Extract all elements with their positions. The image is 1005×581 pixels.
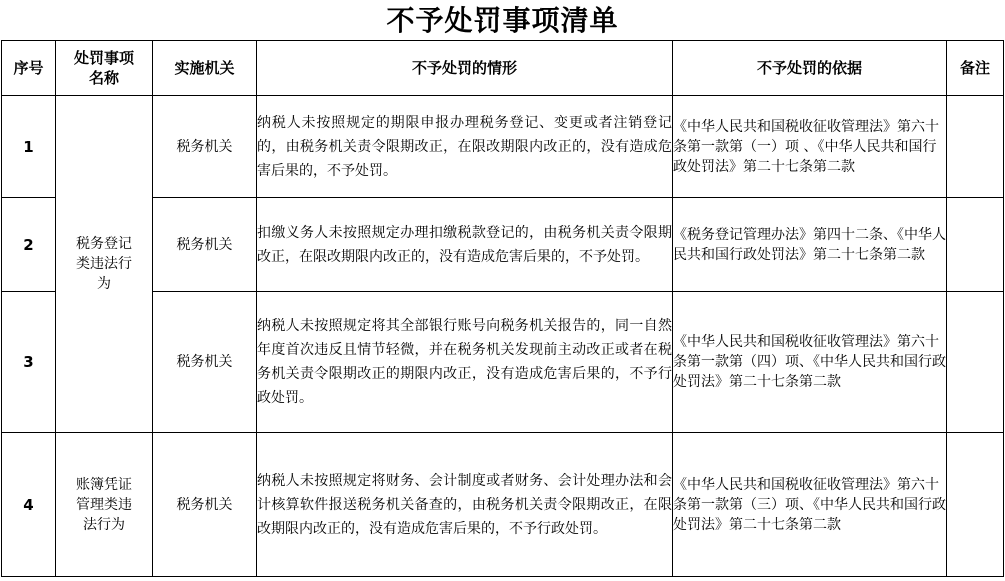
remark-cell [947,198,1004,292]
row-index: 2 [2,198,56,292]
header-remark: 备注 [947,41,1004,96]
header-situation: 不予处罚的情形 [257,41,673,96]
agency-cell: 税务机关 [153,96,257,198]
basis-cell: 《中华人民共和国税收征收管理法》第六十条第一款第（三）项、《中华人民共和国行政处罚法》第二十七条第二款 [673,433,947,577]
row-index: 4 [2,433,56,577]
table-row [2,96,1004,198]
penalty-exemption-table [1,40,1004,577]
row-index: 3 [2,292,56,433]
situation-cell: 纳税人未按照规定将其全部银行账号向税务机关报告的，同一自然年度首次违反且情节轻微，并在税务机关发现前主动改正或者在税务机关责令限期改正的期限内改正，没有造成危害后果的，不予行政处罚。 [257,292,673,433]
remark-cell [947,292,1004,433]
basis-cell: 《中华人民共和国税收征收管理法》第六十条第一款第（一）项 、《中华人民共和国行政处罚法》第二十七条第二款 [673,96,947,198]
category-cell: 账簿凭证管理类违法行为 [56,433,153,577]
row-index: 1 [2,96,56,198]
header-agency: 实施机关 [153,41,257,96]
page-title: 不予处罚事项清单 [386,4,619,37]
remark-cell [947,96,1004,198]
basis-cell: 《中华人民共和国税收征收管理法》第六十条第一款第（四）项、《中华人民共和国行政处罚法》第二十七条第二款 [673,292,947,433]
basis-cell: 《税务登记管理办法》第四十二条、《中华人民共和国行政处罚法》第二十七条第二款 [673,198,947,292]
situation-cell: 扣缴义务人未按照规定办理扣缴税款登记的，由税务机关责令限期改正，在限改期限内改正的，没有造成危害后果的，不予处罚。 [257,198,673,292]
agency-cell: 税务机关 [153,198,257,292]
header-name: 处罚事项名称 [56,41,153,96]
table-header-row [2,41,1004,96]
category-cell: 税务登记类违法行为 [56,96,153,433]
situation-cell: 纳税人未按照规定的期限申报办理税务登记、变更或者注销登记的，由税务机关责令限期改正，在限改期限内改正的，没有造成危害后果的，不予处罚。 [257,96,673,198]
table-row [2,433,1004,577]
table-row [2,198,1004,292]
situation-cell: 纳税人未按照规定将财务、会计制度或者财务、会计处理办法和会计核算软件报送税务机关备查的，由税务机关责令限期改正，在限改期限内改正的，没有造成危害后果的，不予行政处罚。 [257,433,673,577]
agency-cell: 税务机关 [153,433,257,577]
agency-cell: 税务机关 [153,292,257,433]
header-index: 序号 [2,41,56,96]
header-basis: 不予处罚的依据 [673,41,947,96]
table-row [2,292,1004,433]
remark-cell [947,433,1004,577]
